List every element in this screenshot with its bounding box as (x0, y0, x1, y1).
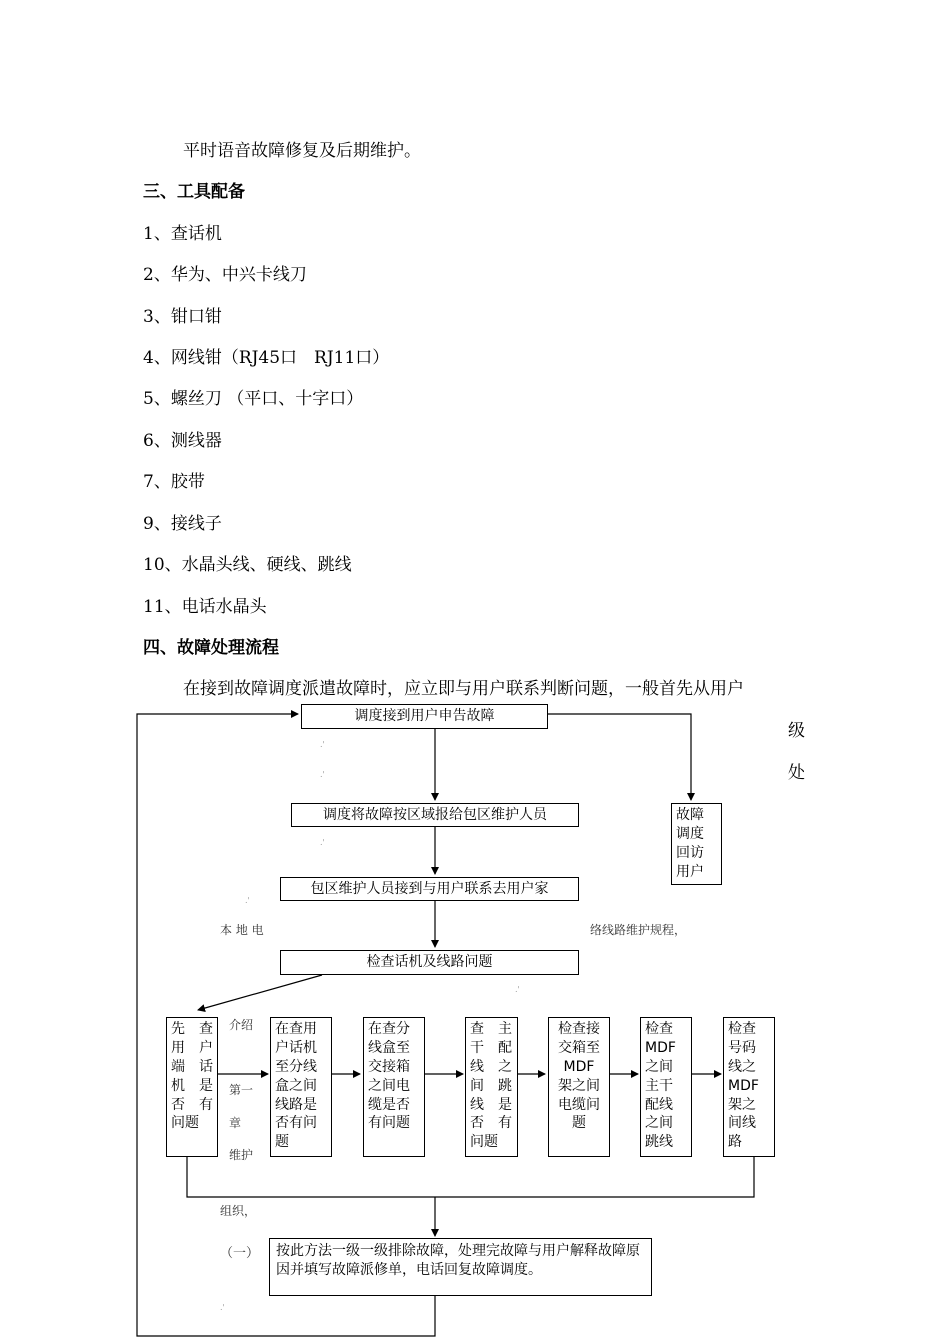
tool-item: 9、接线子 (143, 514, 222, 534)
tool-item: 4、网线钳（RJ45口 RJ11口） (143, 348, 390, 368)
tool-item: 11、电话水晶头 (143, 597, 267, 617)
stray-text: 第一 (229, 1083, 254, 1097)
paragraph-mark: .' (320, 740, 325, 749)
stray-text: 章 (229, 1116, 242, 1130)
step-assign-area-maintainer: 调度将故障按区域报给包区维护人员 (291, 803, 579, 827)
paragraph-mark: .' (220, 1303, 225, 1312)
check-number-line-to-mdf: 检查 号码 线之 MDF 架之 间线 路 (723, 1017, 775, 1157)
stray-text: 络线路维护规程， (590, 923, 687, 937)
flow-intro-paragraph: 在接到故障调度派遣故障时，应立即与用户联系判断问题，一般首先从用户 (183, 679, 744, 699)
intro-paragraph: 平时语音故障修复及后期维护。 (183, 141, 421, 161)
check-box-to-cross-connect: 在查分 线盒至 交接箱 之间电 缆是否 有问题 (363, 1017, 425, 1157)
tool-item: 1、查话机 (143, 224, 222, 244)
section-heading-tools: 三、工具配备 (143, 182, 245, 202)
stray-text: 组织， (220, 1204, 257, 1218)
text-fragment: 级 (788, 721, 805, 741)
stray-text: 介绍 (229, 1018, 254, 1032)
paragraph-mark: .' (320, 770, 325, 779)
paragraph-mark: .' (245, 896, 250, 905)
check-phone-to-distribution-box: 在查用 户话机 至分线 盒之间 线路是 否有问 题 (270, 1017, 332, 1157)
tool-item: 6、测线器 (143, 431, 222, 451)
tool-item: 2、华为、中兴卡线刀 (143, 265, 307, 285)
step-revisit-user: 故障 调度 回访 用户 (671, 803, 722, 885)
tool-item: 10、水晶头线、硬线、跳线 (143, 555, 352, 575)
check-trunk-jumper: 查 主 干 配 线 之 间 跳 线 是 否 有 问题 (465, 1017, 518, 1157)
stray-text: 本 地 电 (220, 923, 264, 937)
section-heading-flow: 四、故障处理流程 (143, 638, 279, 658)
check-cross-connect-to-mdf: 检查接 交箱至 MDF 架之间 电缆问 题 (548, 1017, 610, 1157)
step-contact-user-visit: 包区维护人员接到与用户联系去用户家 (280, 877, 579, 901)
tool-item: 7、胶带 (143, 472, 205, 492)
tool-item: 3、钳口钳 (143, 307, 222, 327)
paragraph-mark: .' (515, 985, 520, 994)
tool-item: 5、螺丝刀 （平口、十字口） (143, 389, 364, 409)
check-user-phone: 先 查 用 户 端 话 机 是 否 有 问题 (166, 1017, 218, 1157)
stray-text: （一） (220, 1246, 260, 1261)
step-check-phone-line: 检查话机及线路问题 (280, 950, 579, 975)
check-mdf-trunk-jumper: 检查 MDF 之间 主干 配线 之间 跳线 (640, 1017, 692, 1157)
stray-text: 维护 (229, 1148, 254, 1162)
step-resolve-and-report: 按此方法一级一级排除故障，处理完故障与用户解释故障原因并填写故障派修单，电话回复故障调度。 (269, 1238, 652, 1296)
text-fragment: 处 (788, 763, 805, 783)
step-dispatch-receive-report: 调度接到用户申告故障 (301, 704, 548, 729)
paragraph-mark: .' (320, 838, 325, 847)
